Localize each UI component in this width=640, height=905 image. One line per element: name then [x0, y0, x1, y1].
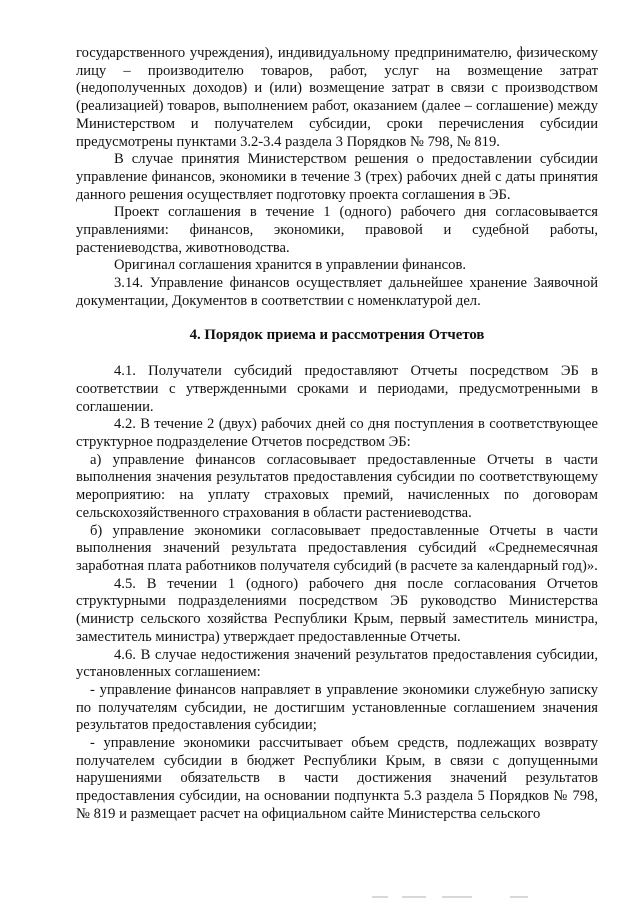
- scan-footer-marks: [0, 892, 640, 902]
- section-heading: 4. Порядок приема и рассмотрения Отчетов: [189, 326, 485, 343]
- paragraph-4-1: 4.1. Получатели субсидий предоставляют Отчеты посредством ЭБ в соответствии с утвержденными сроками и периодами, предусмотренными в соглашении.: [76, 363, 598, 415]
- paragraph-4-2-b: б) управление экономики согласовывает предоставленные Отчеты в части выполнения значений результата предоставления субсидий «Среднемесячная заработная плата работников получателя субсидий (в расчете за календарный год)».: [76, 522, 598, 574]
- paragraph-original-storage: Оригинал соглашения хранится в управлении финансов.: [114, 257, 466, 274]
- paragraph-4-6-economics: - управление экономики рассчитывает объем средств, подлежащих возврату получателем субсидии в бюджет Республики Крым, в связи с допущенными нарушениями обязательств в части достижения значений результатов предоставления субсидии, на основании подпункта 5.3 раздела 5 Порядков № 798, № 819 и размещает расчет на официальном сайте Министерства сельского: [76, 735, 598, 822]
- paragraph-4-6-finance: - управление финансов направляет в управление экономики служебную записку по получателям субсидии, не достигшим установленные соглашением значения результатов предоставления субсидии;: [76, 681, 598, 734]
- scan-mark: [372, 896, 388, 898]
- paragraph-3-14: 3.14. Управление финансов осуществляет дальнейшее хранение Заявочной документации, Документов в соответствии с номенклатурой дел.: [76, 275, 598, 309]
- paragraph-approval: Проект соглашения в течение 1 (одного) рабочего дня согласовывается управлениями: финансов, экономики, правовой и судебной работы, растениеводства, животноводства.: [76, 204, 598, 256]
- paragraph-agreement-continuation: государственного учреждения), индивидуальному предпринимателю, физическому лицу – производителю товаров, работ, услуг на возмещение затрат (недополученных доходов) и (или) возмещение затрат в связи с производством (реализацией) товаров, выполнением работ, оказанием (далее – соглашение) между Министерством и получателем субсидии, сроки перечисления субсидии предусмотрены пунктами 3.2-3.4 раздела 3 Порядков № 798, № 819.: [76, 45, 598, 150]
- scan-mark: [442, 896, 472, 898]
- paragraph-4-6: 4.6. В случае недостижения значений результатов предоставления субсидии, установленных соглашением:: [76, 646, 598, 681]
- paragraph-4-2-a: а) управление финансов согласовывает предоставленные Отчеты в части выполнения значения результатов предоставления субсидии по соответствующему мероприятию: на уплату страховых премий, начисленных по договорам сельскохозяйственного страхования в области растениеводства.: [76, 451, 598, 521]
- paragraph-decision: В случае принятия Министерством решения о предоставлении субсидии управление финансов, экономики в течение 3 (трех) рабочих дней с даты принятия данного решения осуществляет подготовку проекта соглашения в ЭБ.: [76, 151, 598, 203]
- paragraph-4-5: 4.5. В течении 1 (одного) рабочего дня после согласования Отчетов структурными подразделениями посредством ЭБ руководство Министерства (министр сельского хозяйства Республики Крым, первый заместитель министра, заместитель министра) утверждает предоставленные Отчеты.: [76, 575, 598, 645]
- paragraph-4-2: 4.2. В течение 2 (двух) рабочих дней со дня поступления в соответствующее структурное подразделение Отчетов посредством ЭБ:: [76, 416, 598, 451]
- scan-mark: [402, 896, 426, 898]
- scan-mark: [510, 896, 528, 898]
- document-body: [76, 45, 598, 824]
